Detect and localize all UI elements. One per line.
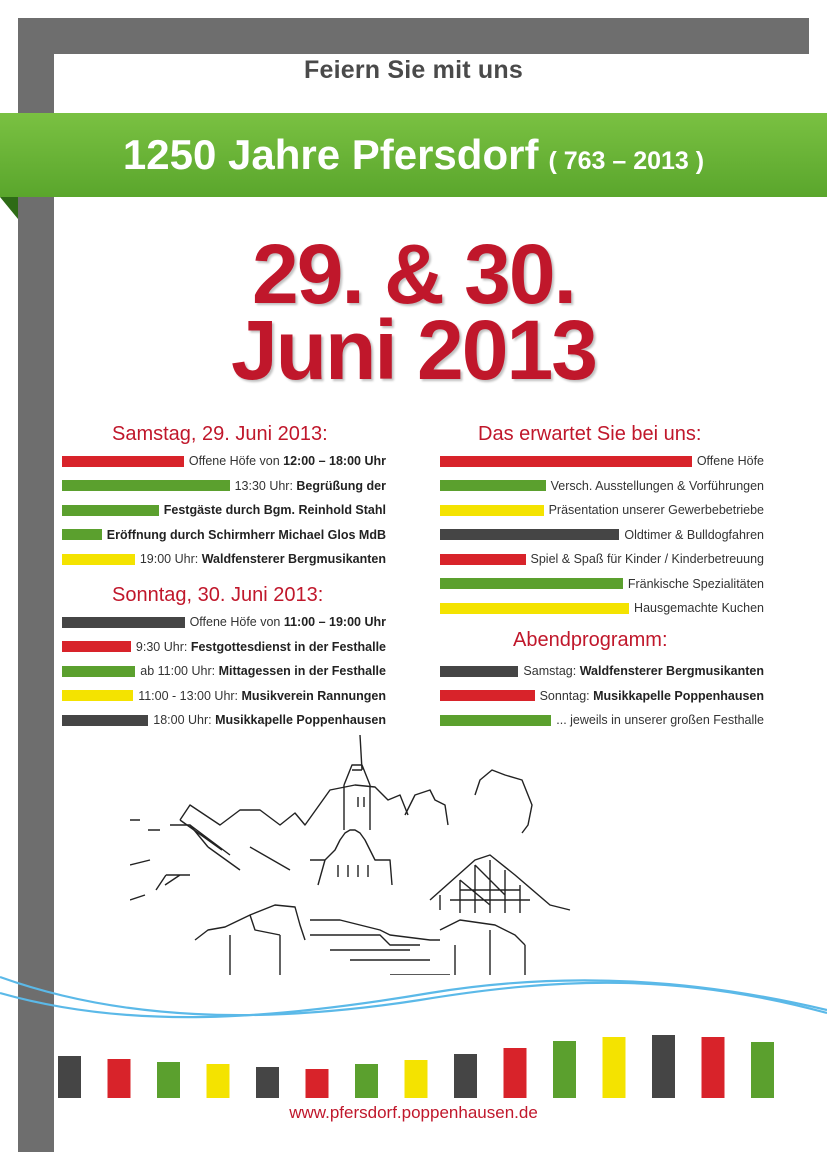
offer-item: [440, 498, 764, 522]
item-plain-text: 19:00 Uhr:: [139, 552, 202, 566]
item-plain-text: Präsentation unserer Gewerbebetriebe: [548, 503, 764, 517]
green-color-bar: [62, 666, 135, 677]
red-flag: [504, 1048, 527, 1098]
offer-item: [440, 449, 764, 473]
green-color-bar: [440, 715, 551, 726]
item-plain-text: 9:30 Uhr:: [135, 639, 191, 654]
green-flag: [355, 1064, 378, 1098]
yellow-color-bar: [62, 554, 135, 565]
offer-item: [440, 572, 764, 596]
green-color-bar: [62, 505, 159, 516]
item-plain-text: Oldtimer & Bulldogfahren: [624, 527, 764, 542]
item-plain-text: Hausgemachte Kuchen: [634, 601, 764, 615]
item-text: [189, 454, 386, 468]
date-month-year: Juni 2013: [231, 303, 596, 397]
item-plain-text: 11:00 - 13:00 Uhr:: [138, 688, 242, 703]
item-bold-text: Festgottesdienst in der Festhalle: [190, 639, 386, 654]
item-text: [551, 479, 764, 493]
item-bold-text: Musikverein Rannungen: [241, 688, 386, 703]
dark-color-bar: [440, 666, 518, 677]
red-flag: [702, 1037, 725, 1098]
dark-color-bar: [440, 529, 619, 540]
evening-item: [440, 708, 764, 732]
dark-flag: [58, 1056, 81, 1098]
website-link[interactable]: www.pfersdorf.poppenhausen.de: [289, 1103, 538, 1122]
item-plain-text: 18:00 Uhr:: [153, 713, 216, 727]
sunday-item: [62, 659, 386, 683]
tagline: Feiern Sie mit uns: [304, 56, 523, 84]
item-text: [190, 615, 386, 629]
item-text: [628, 577, 764, 591]
dark-flag: [256, 1067, 279, 1098]
item-text: [531, 552, 764, 566]
item-text: [523, 664, 764, 678]
saturday-item: [62, 523, 386, 547]
green-color-bar: [62, 529, 102, 540]
item-text: [634, 601, 764, 615]
saturday-item: [62, 449, 386, 473]
item-text: [153, 713, 386, 727]
date-days: 29. & 30.: [252, 227, 575, 321]
red-color-bar: [440, 690, 535, 701]
evening-item: [440, 684, 764, 708]
item-text: [107, 528, 386, 542]
item-plain-text: Offene Höfe von: [188, 454, 284, 468]
item-bold-text: Begrüßung der: [296, 478, 386, 493]
item-plain-text: ab 11:00 Uhr:: [140, 664, 219, 678]
item-text: [164, 503, 386, 517]
item-plain-text: Offene Höfe von: [189, 615, 284, 629]
item-text: [624, 528, 764, 542]
item-plain-text: Spiel & Spaß für Kinder / Kinderbetreuung: [530, 552, 764, 566]
yellow-color-bar: [440, 505, 544, 516]
item-bold-text: Waldfensterer Bergmusikanten: [201, 552, 386, 566]
item-text: [140, 664, 386, 678]
item-bold-text: Waldfensterer Bergmusikanten: [579, 664, 764, 678]
item-text: [549, 503, 764, 517]
item-plain-text: 13:30 Uhr:: [234, 478, 297, 493]
saturday-item: [62, 547, 386, 571]
village-sketch-illustration: [130, 735, 590, 975]
sunday-item: [62, 610, 386, 634]
item-bold-text: Musikkapelle Poppenhausen: [215, 713, 386, 727]
item-plain-text: ... jeweils in unserer großen Festhalle: [556, 713, 764, 727]
yellow-flag: [405, 1060, 428, 1098]
red-flag: [306, 1069, 329, 1098]
green-flag: [751, 1042, 774, 1098]
item-bold-text: 12:00 – 18:00 Uhr: [283, 454, 386, 468]
offer-item: [440, 547, 764, 571]
yellow-color-bar: [440, 603, 629, 614]
green-flag: [553, 1041, 576, 1098]
item-plain-text: Versch. Ausstellungen & Vorführungen: [550, 478, 764, 493]
item-bold-text: Eröffnung durch Schirmherr Michael Glos MdB: [106, 527, 386, 542]
item-text: [540, 689, 764, 703]
offer-item: [440, 596, 764, 620]
item-bold-text: Festgäste durch Bgm. Reinhold Stahl: [163, 503, 386, 517]
item-bold-text: Mittagessen in der Festhalle: [218, 664, 386, 678]
banner-title: 1250 Jahre Pfersdorf: [122, 131, 539, 178]
dark-flag: [652, 1035, 675, 1098]
yellow-color-bar: [62, 690, 133, 701]
item-plain-text: Fränkische Spezialitäten: [627, 576, 764, 591]
red-color-bar: [62, 641, 131, 652]
flag-row: [0, 1020, 827, 1100]
yellow-flag: [603, 1037, 626, 1098]
item-plain-text: Sonntag:: [539, 688, 594, 703]
item-text: [140, 552, 386, 566]
item-plain-text: Offene Höfe: [696, 454, 764, 468]
dark-color-bar: [62, 715, 148, 726]
item-text: [697, 454, 764, 468]
evening-heading: Abendprogramm:: [513, 629, 668, 651]
green-color-bar: [440, 578, 623, 589]
item-text: [136, 640, 386, 654]
item-text: [138, 689, 386, 703]
offer-item: [440, 523, 764, 547]
red-flag: [108, 1059, 131, 1098]
green-color-bar: [62, 480, 230, 491]
sunday-item: [62, 684, 386, 708]
red-color-bar: [62, 456, 184, 467]
yellow-flag: [207, 1064, 230, 1098]
green-flag: [157, 1062, 180, 1098]
blue-waves-decoration: [0, 965, 827, 1025]
green-color-bar: [440, 480, 546, 491]
item-bold-text: 11:00 – 19:00 Uhr: [283, 615, 386, 629]
banner-fold: [0, 197, 20, 221]
offer-heading: Das erwartet Sie bei uns:: [478, 423, 702, 445]
saturday-item: [62, 474, 386, 498]
banner-years: ( 763 – 2013 ): [548, 147, 705, 175]
item-text: [556, 713, 764, 727]
sunday-heading: Sonntag, 30. Juni 2013:: [112, 584, 324, 606]
saturday-heading: Samstag, 29. Juni 2013:: [112, 423, 328, 445]
dark-color-bar: [62, 617, 185, 628]
title-banner: [0, 113, 827, 197]
sunday-item: [62, 635, 386, 659]
item-text: [235, 479, 386, 493]
saturday-item: [62, 498, 386, 522]
sunday-item: [62, 708, 386, 732]
red-color-bar: [440, 456, 692, 467]
offer-item: [440, 474, 764, 498]
item-plain-text: Samstag:: [523, 664, 580, 678]
red-color-bar: [440, 554, 526, 565]
dark-flag: [454, 1054, 477, 1098]
evening-item: [440, 659, 764, 683]
item-bold-text: Musikkapelle Poppenhausen: [593, 688, 764, 703]
